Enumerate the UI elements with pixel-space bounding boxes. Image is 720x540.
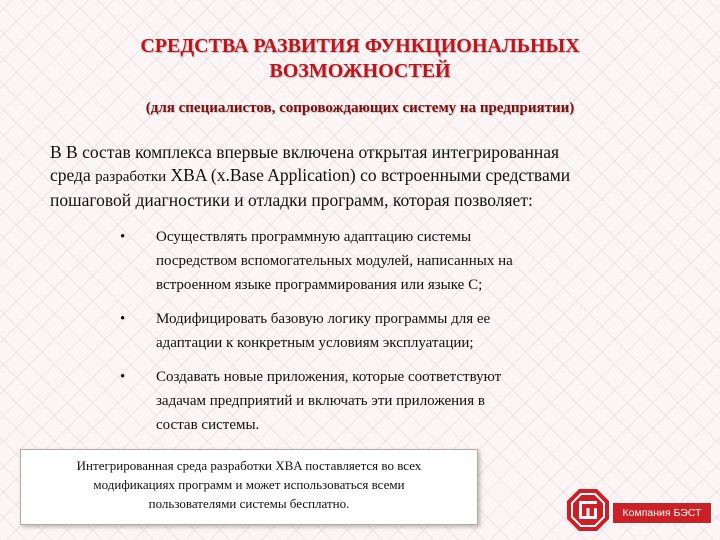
bullet-marker: •: [120, 311, 126, 327]
intro-paragraph: [50, 141, 705, 212]
note-line: пользователями системы бесплатно.: [148, 496, 350, 511]
company-badge: Компания БЭСТ: [612, 502, 712, 524]
slide-title: [40, 34, 680, 84]
note-line: Интегрированная среда разработки XBA поставляется во всех: [76, 458, 422, 473]
slide-title-line-2: ВОЗМОЖНОСТЕЙ: [269, 60, 451, 82]
info-note-box: [20, 449, 478, 525]
intro-line-2-part-3: XBA (x.Base Application) со встроенными средствами: [170, 165, 571, 185]
bullet-line: состав системы.: [156, 417, 260, 433]
bullet-line: Создавать новые приложения, которые соответствуют: [156, 369, 502, 385]
note-line: модификациях программ и может использоваться всеми: [93, 477, 405, 492]
bullet-marker: •: [120, 229, 126, 245]
bullet-marker: •: [120, 369, 126, 385]
slide-subtitle: (для специалистов, сопровождающих систему на предприятии): [145, 100, 575, 116]
bullet-line: Осуществлять программную адаптацию системы: [156, 229, 472, 245]
intro-line-2: [50, 164, 705, 189]
bullet-item: [120, 225, 600, 297]
bullet-line: адаптации к конкретным условиям эксплуатации;: [156, 335, 474, 351]
intro-line-1: В В состав комплекса впервые включена открытая интегрированная: [50, 142, 560, 162]
bullet-line: посредством вспомогательных модулей, написанных на: [156, 253, 513, 269]
bullet-item: [120, 365, 600, 437]
intro-line-2-part-2: разработки: [95, 169, 167, 185]
intro-line-3: пошаговой диагностики и отладки программ, которая позволяет:: [50, 190, 533, 210]
intro-line-2-part-1: среда: [50, 165, 91, 185]
bullet-line: задачам предприятий и включать эти приложения в: [156, 393, 485, 409]
bullet-item: [120, 307, 600, 355]
bullet-line: встроенном языке программирования или языке С;: [156, 277, 483, 293]
bullet-line: Модифицировать базовую логику программы для ее: [156, 311, 491, 327]
slide-title-line-1: СРЕДСТВА РАЗВИТИЯ ФУНКЦИОНАЛЬНЫХ: [140, 35, 580, 57]
company-logo-icon: [566, 488, 610, 532]
bullet-list: [120, 225, 600, 447]
